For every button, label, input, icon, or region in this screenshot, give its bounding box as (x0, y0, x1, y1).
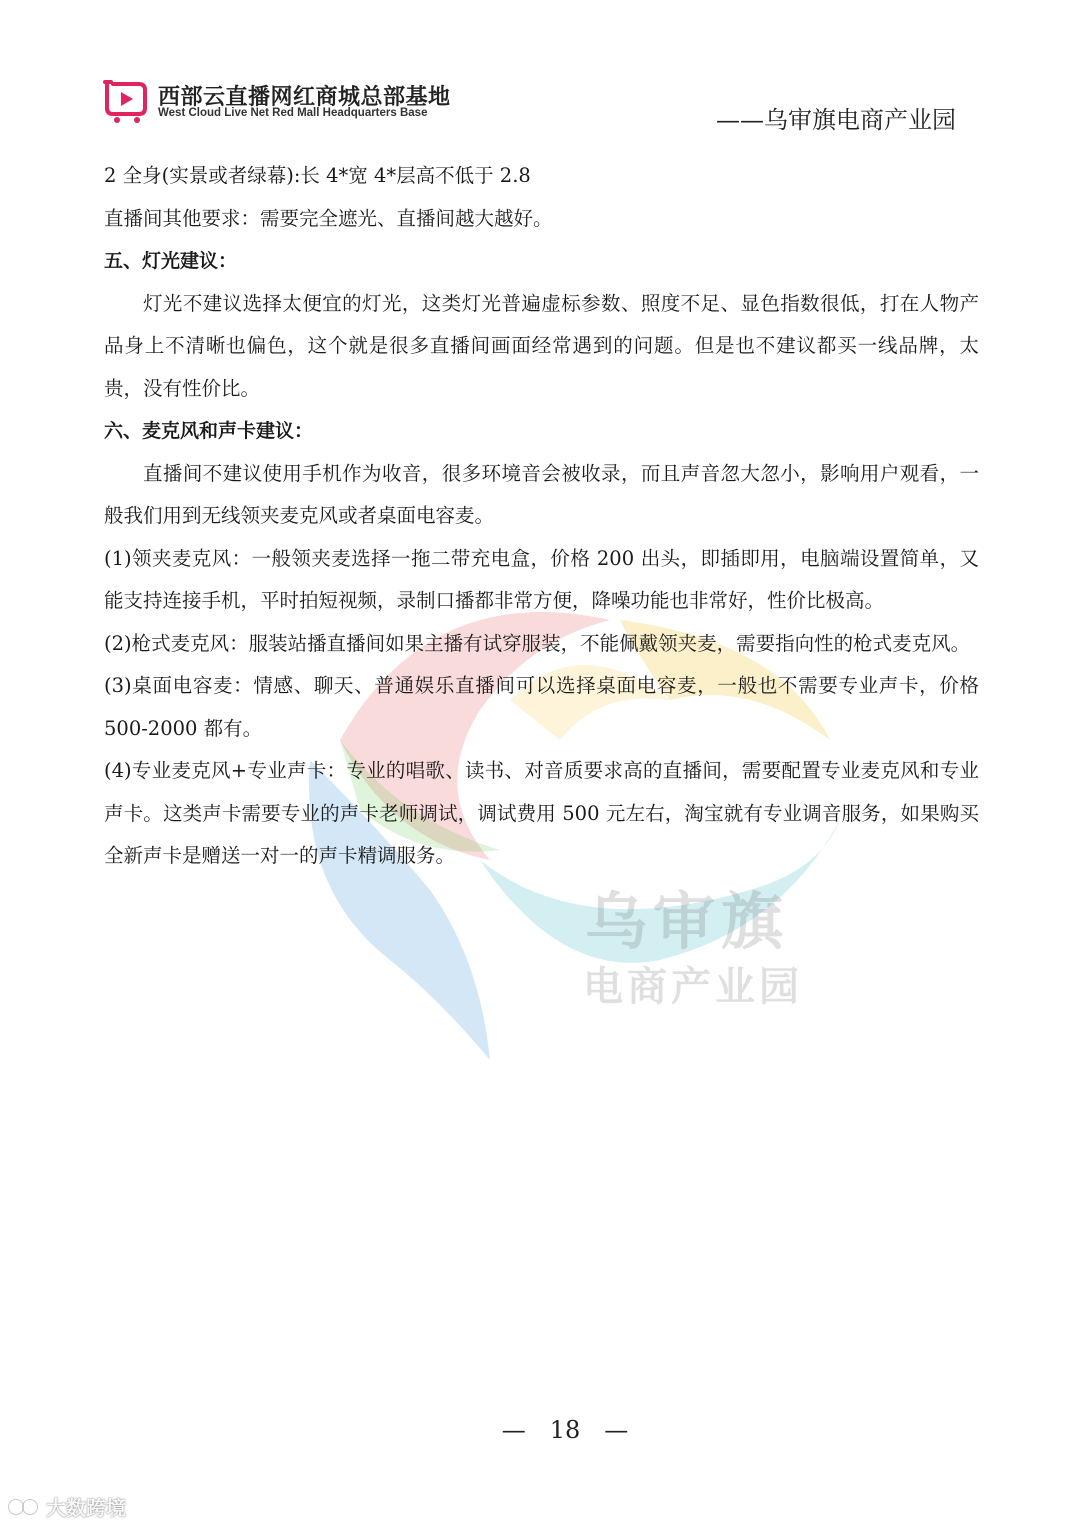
paragraph-shotgun-mic: (2)枪式麦克风：服装站播直播间如果主播有试穿服装，不能佩戴领夹麦，需要指向性的枪式麦克风。 (104, 631, 971, 655)
paragraph-full-body-spec: 2 全身(实景或者绿幕):长 4*宽 4*层高不低于 2.8 (104, 164, 531, 187)
section-heading-microphone: 六、麦克风和声卡建议： (104, 420, 314, 442)
paragraph-room-requirements: 直播间其他要求：需要完全遮光、直播间越大越好。 (104, 206, 553, 230)
source-logo-icon (8, 1496, 42, 1518)
watermark-title: 乌审旗 (585, 885, 790, 958)
paragraph-microphone-intro: 直播间不建议使用手机作为收音，很多环境音会被收录，而且声音忽大忽小，影响用户观看，一般我们用到无线领夹麦克风或者桌面电容麦。 (104, 461, 979, 527)
section-heading-lighting: 五、灯光建议： (104, 250, 238, 272)
source-watermark (8, 1492, 126, 1521)
paragraph-pro-mic-soundcard: (4)专业麦克风+专业声卡：专业的唱歌、读书、对音质要求高的直播间，需要配置专业麦克风和专业声卡。这类声卡需要专业的声卡老师调试，调试费用 500 元左右，淘宝就有专业调音服务，如果购买全新声卡是赠送一对一的声卡精调服务。 (104, 759, 979, 867)
header-subtitle: ——乌审旗电商产业园 (716, 106, 956, 134)
brand-name-cn: 西部云直播网红商城总部基地 (158, 85, 451, 110)
source-watermark-text: 大数跨境 (46, 1496, 126, 1520)
document-body (104, 155, 979, 878)
brand-logo-icon (103, 78, 149, 124)
paragraph-lighting-advice: 灯光不建议选择太便宜的灯光，这类灯光普遍虚标参数、照度不足、显色指数很低，打在人物产品身上不清晰也偏色，这个就是很多直播间画面经常遇到的问题。但是也不建议都买一线品牌，太贵，没有性价比。 (104, 291, 979, 400)
watermark-subtitle: 电商产业园 (583, 964, 803, 1010)
paragraph-lavalier-mic: (1)领夹麦克风：一般领夹麦选择一拖二带充电盒，价格 200 出头，即插即用，电脑端设置简单，又能支持连接手机，平时拍短视频，录制口播都非常方便，降噪功能也非常好，性价比极高。 (104, 546, 979, 612)
brand-name-en: West Cloud Live Net Red Mall Headquarters Base (158, 107, 428, 119)
paragraph-desktop-condenser-mic: (3)桌面电容麦：情感、聊天、普通娱乐直播间可以选择桌面电容麦，一般也不需要专业声卡，价格 500-2000 都有。 (104, 674, 979, 740)
page-number: — 18 — (501, 1416, 629, 1444)
